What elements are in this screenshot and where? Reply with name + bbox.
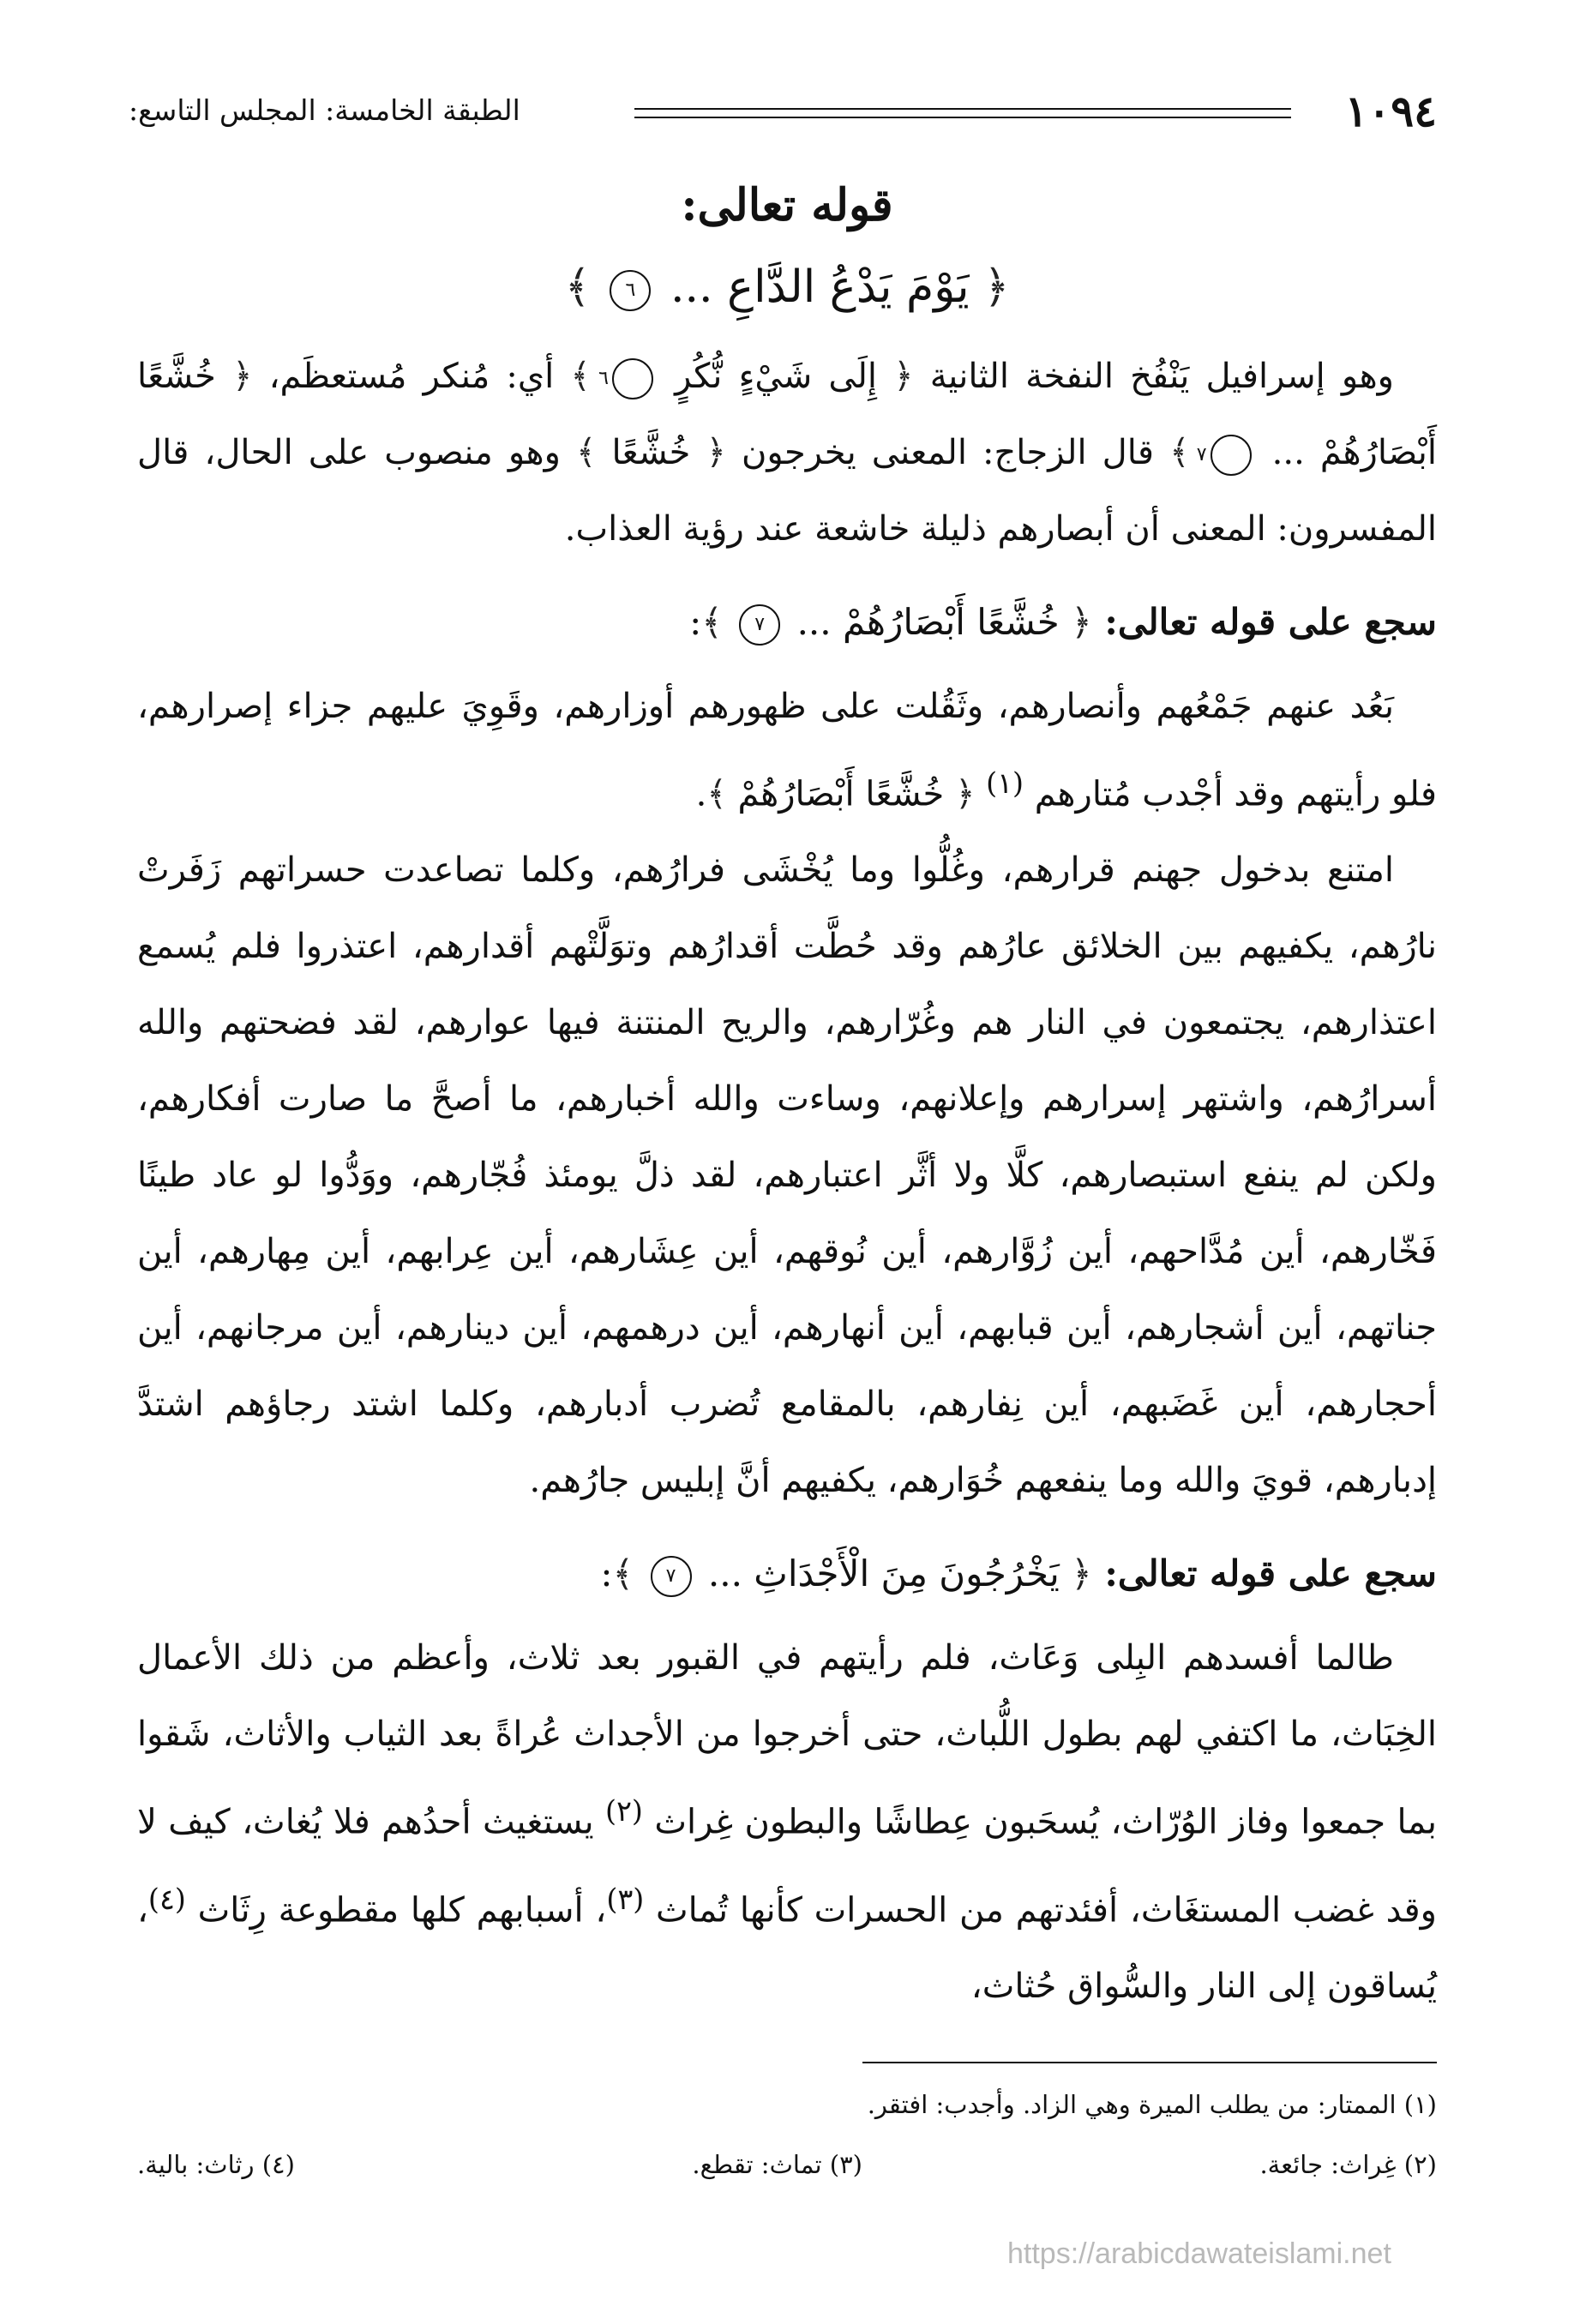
ayah-number-icon: ٧ [651, 1556, 692, 1597]
ornate-bracket-icon: ﴿ [1071, 601, 1092, 643]
footnote-ref: (٤) [147, 1882, 186, 1916]
paragraph-text: ، يُساقون إلى النار والسُّواق حُثاث، [137, 1889, 1437, 2006]
ayah-number-icon: ٦ [610, 270, 651, 311]
ayah-number-icon: ٧ [739, 604, 780, 646]
paragraph-text: وهو منصوب على الحال، قال المفسرون: المعنى أن أبصارهم ذليلة خاشعة عند رؤية العذاب. [137, 433, 1437, 549]
quran-quote: خُشَّعًا [611, 433, 691, 472]
page-number: ١٠٩٤ [1344, 86, 1437, 136]
ornate-bracket-icon: ﴿ [706, 433, 726, 472]
ayah-number-icon: ٦ [612, 358, 653, 399]
sub-heading: سجع على قوله تعالى: ﴿ يَخْرُجُونَ مِنَ الْأَجْدَاثِ ... ٧ ﴾: [137, 1531, 1437, 1617]
footnote-row [137, 2135, 1437, 2195]
running-header [129, 86, 1437, 137]
quran-quote: خُشَّعًا أَبْصَارُهُمْ ... [137, 357, 1437, 472]
paragraph: امتنع بدخول جهنم قرارهم، وغُلُّوا وما يُخْشَى فرارُهم، وكلما تصاعدت حسراتهم زَفَرتْ نارُهم، يكفيهم بين الخلائق عارُهم وقد حُطَّت أقدارُهم وتوَلَّتْهم أقدارهم، اعتذروا فلم يُسمع اعتذارهم، يجتمعون في النار هم وغُرّارهم، والريح المنتنة فيها عوارهم، لقد فضحتهم والله أسرارُهم، واشتهر إسرارهم وإعلانهم، وساءت والله أخبارهم، ما أصحَّ ما صارت أفكارهم، ولكن لم ينفع استبصارهم، كلَّا ولا أثَّر اعتبارهم، لقد ذلَّ يومئذ فُجّارهم، ووَدُّوا لو عاد طينًا فَخّارهم، أين مُدَّاحهم، أين زُوَّارهم، أين نُوقهم، أين عِشَارهم، أين عِرابهم، أين مِهارهم، أين جناتهم، أين أشجارهم، أين قبابهم، أين أنهارهم، أين درهمهم، أين دينارهم، أين مرجانهم، أين أحجارهم، أين غَضَبهم، أين نِفارهم، بالمقامع تُضرب أدبارهم، وكلما اشتد رجاؤهم اشتدَّ إدبارهم، قويَ والله وما ينفعهم خُوَارهم، يكفيهم أنَّ إبليس جارُهم. [137, 850, 1438, 1501]
ornate-bracket-icon: ﴿ [983, 261, 1010, 313]
quran-quote: إِلَى شَيْءٍ نُّكُرٍ [675, 357, 878, 396]
quran-quote: خُشَّعًا أَبْصَارُهُمْ ... [796, 601, 1060, 643]
quran-quote: يَخْرُجُونَ مِنَ الْأَجْدَاثِ ... [707, 1552, 1060, 1595]
verse-heading [137, 244, 1437, 330]
main-text [137, 167, 1437, 2025]
footnote-rule [862, 2062, 1437, 2063]
footnote-3: (٣) تماث: تقطع. [692, 2150, 862, 2179]
ayah-number-icon: ٧ [1211, 435, 1252, 476]
footnote-ref: (١) [986, 766, 1024, 800]
quran-quote: خُشَّعًا أَبْصَارُهُمْ [737, 774, 945, 814]
ornate-bracket-icon: ﴾ [564, 261, 591, 313]
ornate-bracket-icon: ﴿ [1071, 1552, 1092, 1595]
ornate-bracket-icon: ﴾ [575, 433, 597, 472]
paragraph [137, 339, 1437, 567]
paragraph-text: يستغيث أحدُهم فلا يُغاث، كيف لا وقد غضب المستغَاث، أفئدتهم من الحسرات كأنها تُماث [137, 1802, 1437, 1930]
ornate-bracket-icon: ﴾ [701, 601, 723, 643]
sub-heading: سجع على قوله تعالى: ﴿ خُشَّعًا أَبْصَارُهُمْ ... ٧ ﴾: [137, 579, 1437, 665]
sub-heading-label: سجع على قوله تعالى: [1104, 601, 1437, 643]
paragraph [137, 1620, 1437, 2025]
paragraph-text: ، أسبابهم كلها مقطوعة رِثَاث [197, 1889, 607, 1930]
ornate-bracket-icon: ﴾ [612, 1552, 634, 1595]
section-title: قوله تعالى: [681, 179, 893, 231]
footnote-1: (١) الممتار: من يطلب الميرة وهي الزاد. وأجدب: افتقر. [867, 2090, 1437, 2119]
ornate-bracket-icon: ﴾ [1169, 433, 1190, 472]
verse-text: يَوْمَ يَدْعُ الدَّاعِ ... [670, 261, 970, 313]
paragraph: بَعُد عنهم جَمْعُهم وأنصارهم، وثَقُلت على ظهورهم أوزارهم، وقَوِيَ عليهم جزاء إصرارهم، فلو رأيتهم وقد أجْدب مُتارهم $^{(١)}$ ﴿ خُشَّعًا أَبْصَارُهُمْ ﴾. [137, 687, 1437, 814]
paragraph-text: بَعُد عنهم جَمْعُهم وأنصارهم، وثَقُلت على ظهورهم أوزارهم، وقَوِيَ عليهم جزاء إصرارهم، فلو رأيتهم وقد أجْدب مُتارهم [137, 687, 1437, 814]
footnote-ref: (٣) [606, 1882, 645, 1916]
ornate-bracket-icon: ﴾ [706, 774, 727, 814]
paragraph-text: طالما أفسدهم البِلى وَعَاث، فلم رأيتهم في القبور بعد ثلاث، وأعظم من ذلك الأعمال الخِبَاث، ما اكتفي لهم بطول اللُّباث، حتى أخرجوا من الأجداث عُراةً بعد الثياب والأثاث، شَقوا بما جمعوا وفاز الوُرّاث، يُسحَبون عِطاشًا والبطون غِراث [137, 1638, 1437, 1842]
running-title: الطبقة الخامسة: المجلس التاسع: [129, 93, 520, 127]
footnote-4: (٤) رثاث: بالية. [137, 2150, 295, 2179]
ornate-bracket-icon: ﴿ [893, 357, 914, 396]
footnotes [137, 2075, 1437, 2195]
ornate-bracket-icon: ﴿ [954, 774, 976, 814]
sub-heading-label: سجع على قوله تعالى: [1104, 1552, 1437, 1595]
paragraph-text: قال الزجاج: المعنى يخرجون [741, 433, 1155, 472]
paragraph-text: أي: مُنكر مُستعظَم، [268, 357, 555, 396]
paragraph-text: وهو إسرافيل يَنْفُخ النفخة الثانية [929, 357, 1394, 396]
ornate-bracket-icon: ﴾ [570, 357, 591, 396]
ornate-bracket-icon: ﴿ [232, 357, 253, 396]
watermark-url: https://arabicdawateislami.net [1007, 2237, 1391, 2270]
footnote-2: (٢) غِراث: جائعة. [1259, 2150, 1437, 2179]
footnote-ref: (٢) [604, 1794, 643, 1829]
header-rule [634, 108, 1291, 118]
